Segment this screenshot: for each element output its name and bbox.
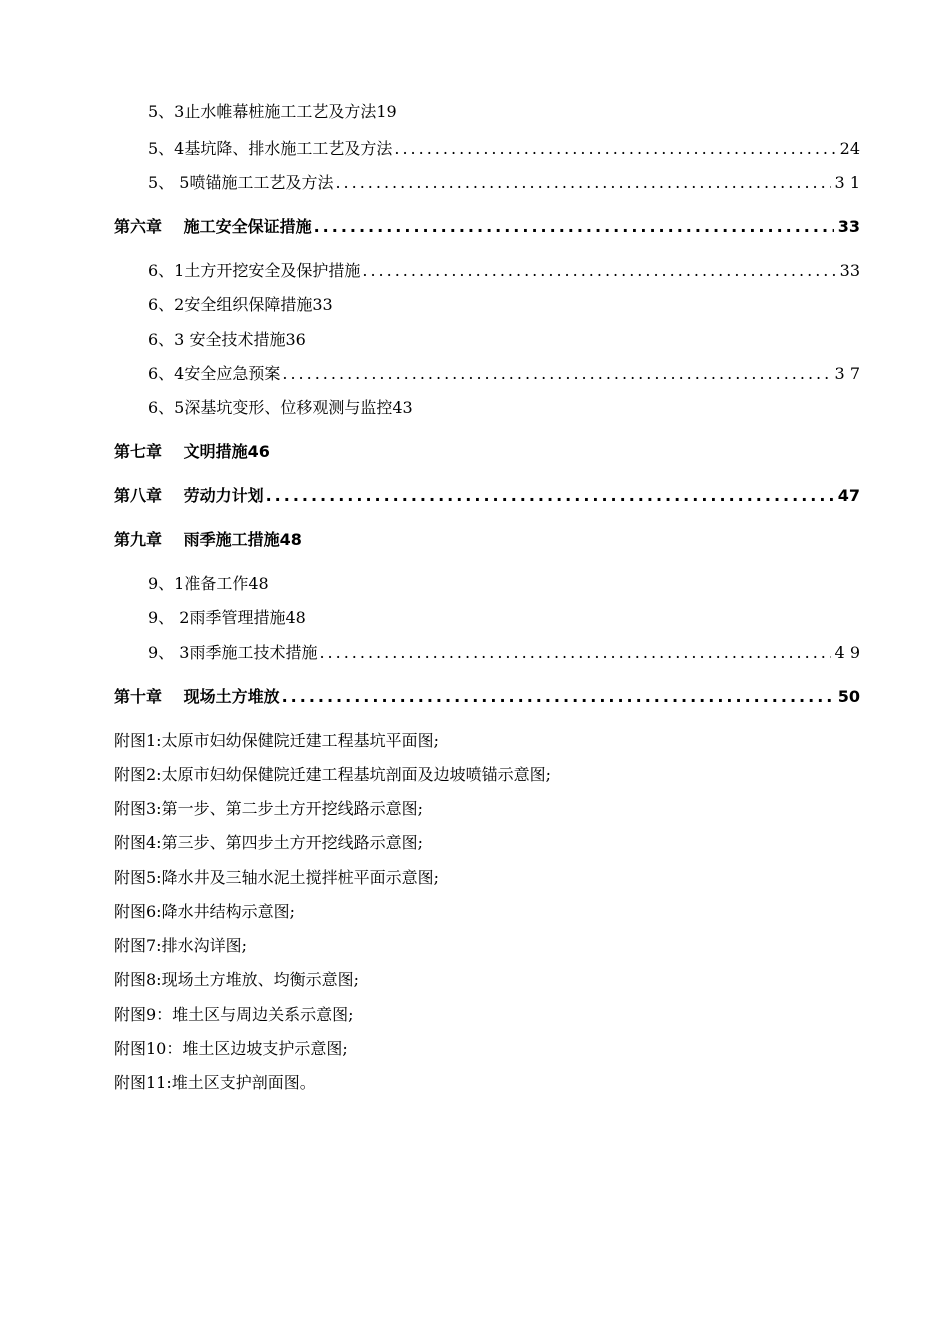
toc-entry[interactable] <box>148 604 860 628</box>
toc-leader-dots <box>314 217 834 237</box>
toc-entry[interactable] <box>148 169 860 193</box>
toc-entry-title: 5、4基坑降、排水施工工艺及方法 <box>148 139 393 158</box>
toc-entry-title: 9、 3雨季施工技术措施 <box>148 643 318 662</box>
appendix-item: 附图6:降水井结构示意图; <box>114 902 295 921</box>
toc-page-number: 3 7 <box>834 364 860 383</box>
toc-entry-title: 6、5深基坑变形、位移观测与监控43 <box>148 398 413 417</box>
toc-entry[interactable] <box>148 98 860 122</box>
toc-entry[interactable] <box>148 135 860 159</box>
toc-page-number: 3 1 <box>834 173 860 192</box>
appendix-item: 附图7:排水沟详图; <box>114 936 247 955</box>
toc-leader-dots <box>282 687 834 707</box>
toc-entry[interactable] <box>148 326 860 350</box>
toc-entry-title: 5、 5喷锚施工工艺及方法 <box>148 173 334 192</box>
appendix-item: 附图4:第三步、第四步土方开挖线路示意图; <box>114 833 423 852</box>
toc-entry-title: 第七章 文明措施46 <box>114 442 270 461</box>
appendix-item: 附图8:现场土方堆放、均衡示意图; <box>114 970 359 989</box>
toc-leader-dots <box>282 364 830 384</box>
toc-entry[interactable] <box>148 360 860 384</box>
toc-entry-title: 第十章 现场土方堆放 <box>114 687 280 706</box>
toc-page-number: 33 <box>837 217 860 236</box>
appendix-item: 附图1:太原市妇幼保健院迁建工程基坑平面图; <box>114 731 439 750</box>
appendix-item: 附图10：堆土区边坡支护示意图; <box>114 1039 348 1058</box>
appendix-item: 附图2:太原市妇幼保健院迁建工程基坑剖面及边坡喷锚示意图; <box>114 765 551 784</box>
toc-chapter-entry[interactable] <box>114 438 860 462</box>
toc-entry-title: 第九章 雨季施工措施48 <box>114 530 302 549</box>
toc-leader-dots <box>362 261 835 281</box>
toc-leader-dots <box>335 173 830 193</box>
toc-chapter-entry[interactable] <box>114 526 860 550</box>
appendix-item: 附图5:降水井及三轴水泥土搅拌桩平面示意图; <box>114 868 439 887</box>
toc-entry-title: 9、 2雨季管理措施48 <box>148 608 306 627</box>
toc-entry[interactable] <box>148 394 860 418</box>
toc-leader-dots <box>266 486 834 506</box>
toc-entry-title: 第八章 劳动力计划 <box>114 486 264 505</box>
toc-leader-dots <box>319 643 830 663</box>
toc-entry-title: 6、3 安全技术措施36 <box>148 330 306 349</box>
toc-chapter-entry[interactable] <box>114 683 860 707</box>
appendix-item: 附图9：堆土区与周边关系示意图; <box>114 1005 354 1024</box>
toc-entry[interactable] <box>148 639 860 663</box>
appendix-item: 附图11:堆土区支护剖面图。 <box>114 1073 316 1092</box>
toc-entry-title: 5、3止水帷幕桩施工工艺及方法19 <box>148 102 397 121</box>
toc-page-number: 33 <box>839 261 860 280</box>
toc-entry-title: 9、1准备工作48 <box>148 574 269 593</box>
toc-chapter-entry[interactable] <box>114 213 860 237</box>
toc-entry[interactable] <box>148 570 860 594</box>
toc-page-number: 24 <box>839 139 860 158</box>
toc-entry-title: 6、1土方开挖安全及保护措施 <box>148 261 361 280</box>
toc-page-number: 47 <box>837 486 860 505</box>
toc-leader-dots <box>394 139 835 159</box>
toc-entry-title: 第六章 施工安全保证措施 <box>114 217 312 236</box>
toc-page-number: 50 <box>837 687 860 706</box>
toc-entry[interactable] <box>148 291 860 315</box>
toc-page-number: 4 9 <box>834 643 860 662</box>
toc-entry-title: 6、4安全应急预案 <box>148 364 281 383</box>
toc-entry-title: 6、2安全组织保障措施33 <box>148 295 333 314</box>
toc-chapter-entry[interactable] <box>114 482 860 506</box>
appendix-item: 附图3:第一步、第二步土方开挖线路示意图; <box>114 799 423 818</box>
toc-entry[interactable] <box>148 257 860 281</box>
